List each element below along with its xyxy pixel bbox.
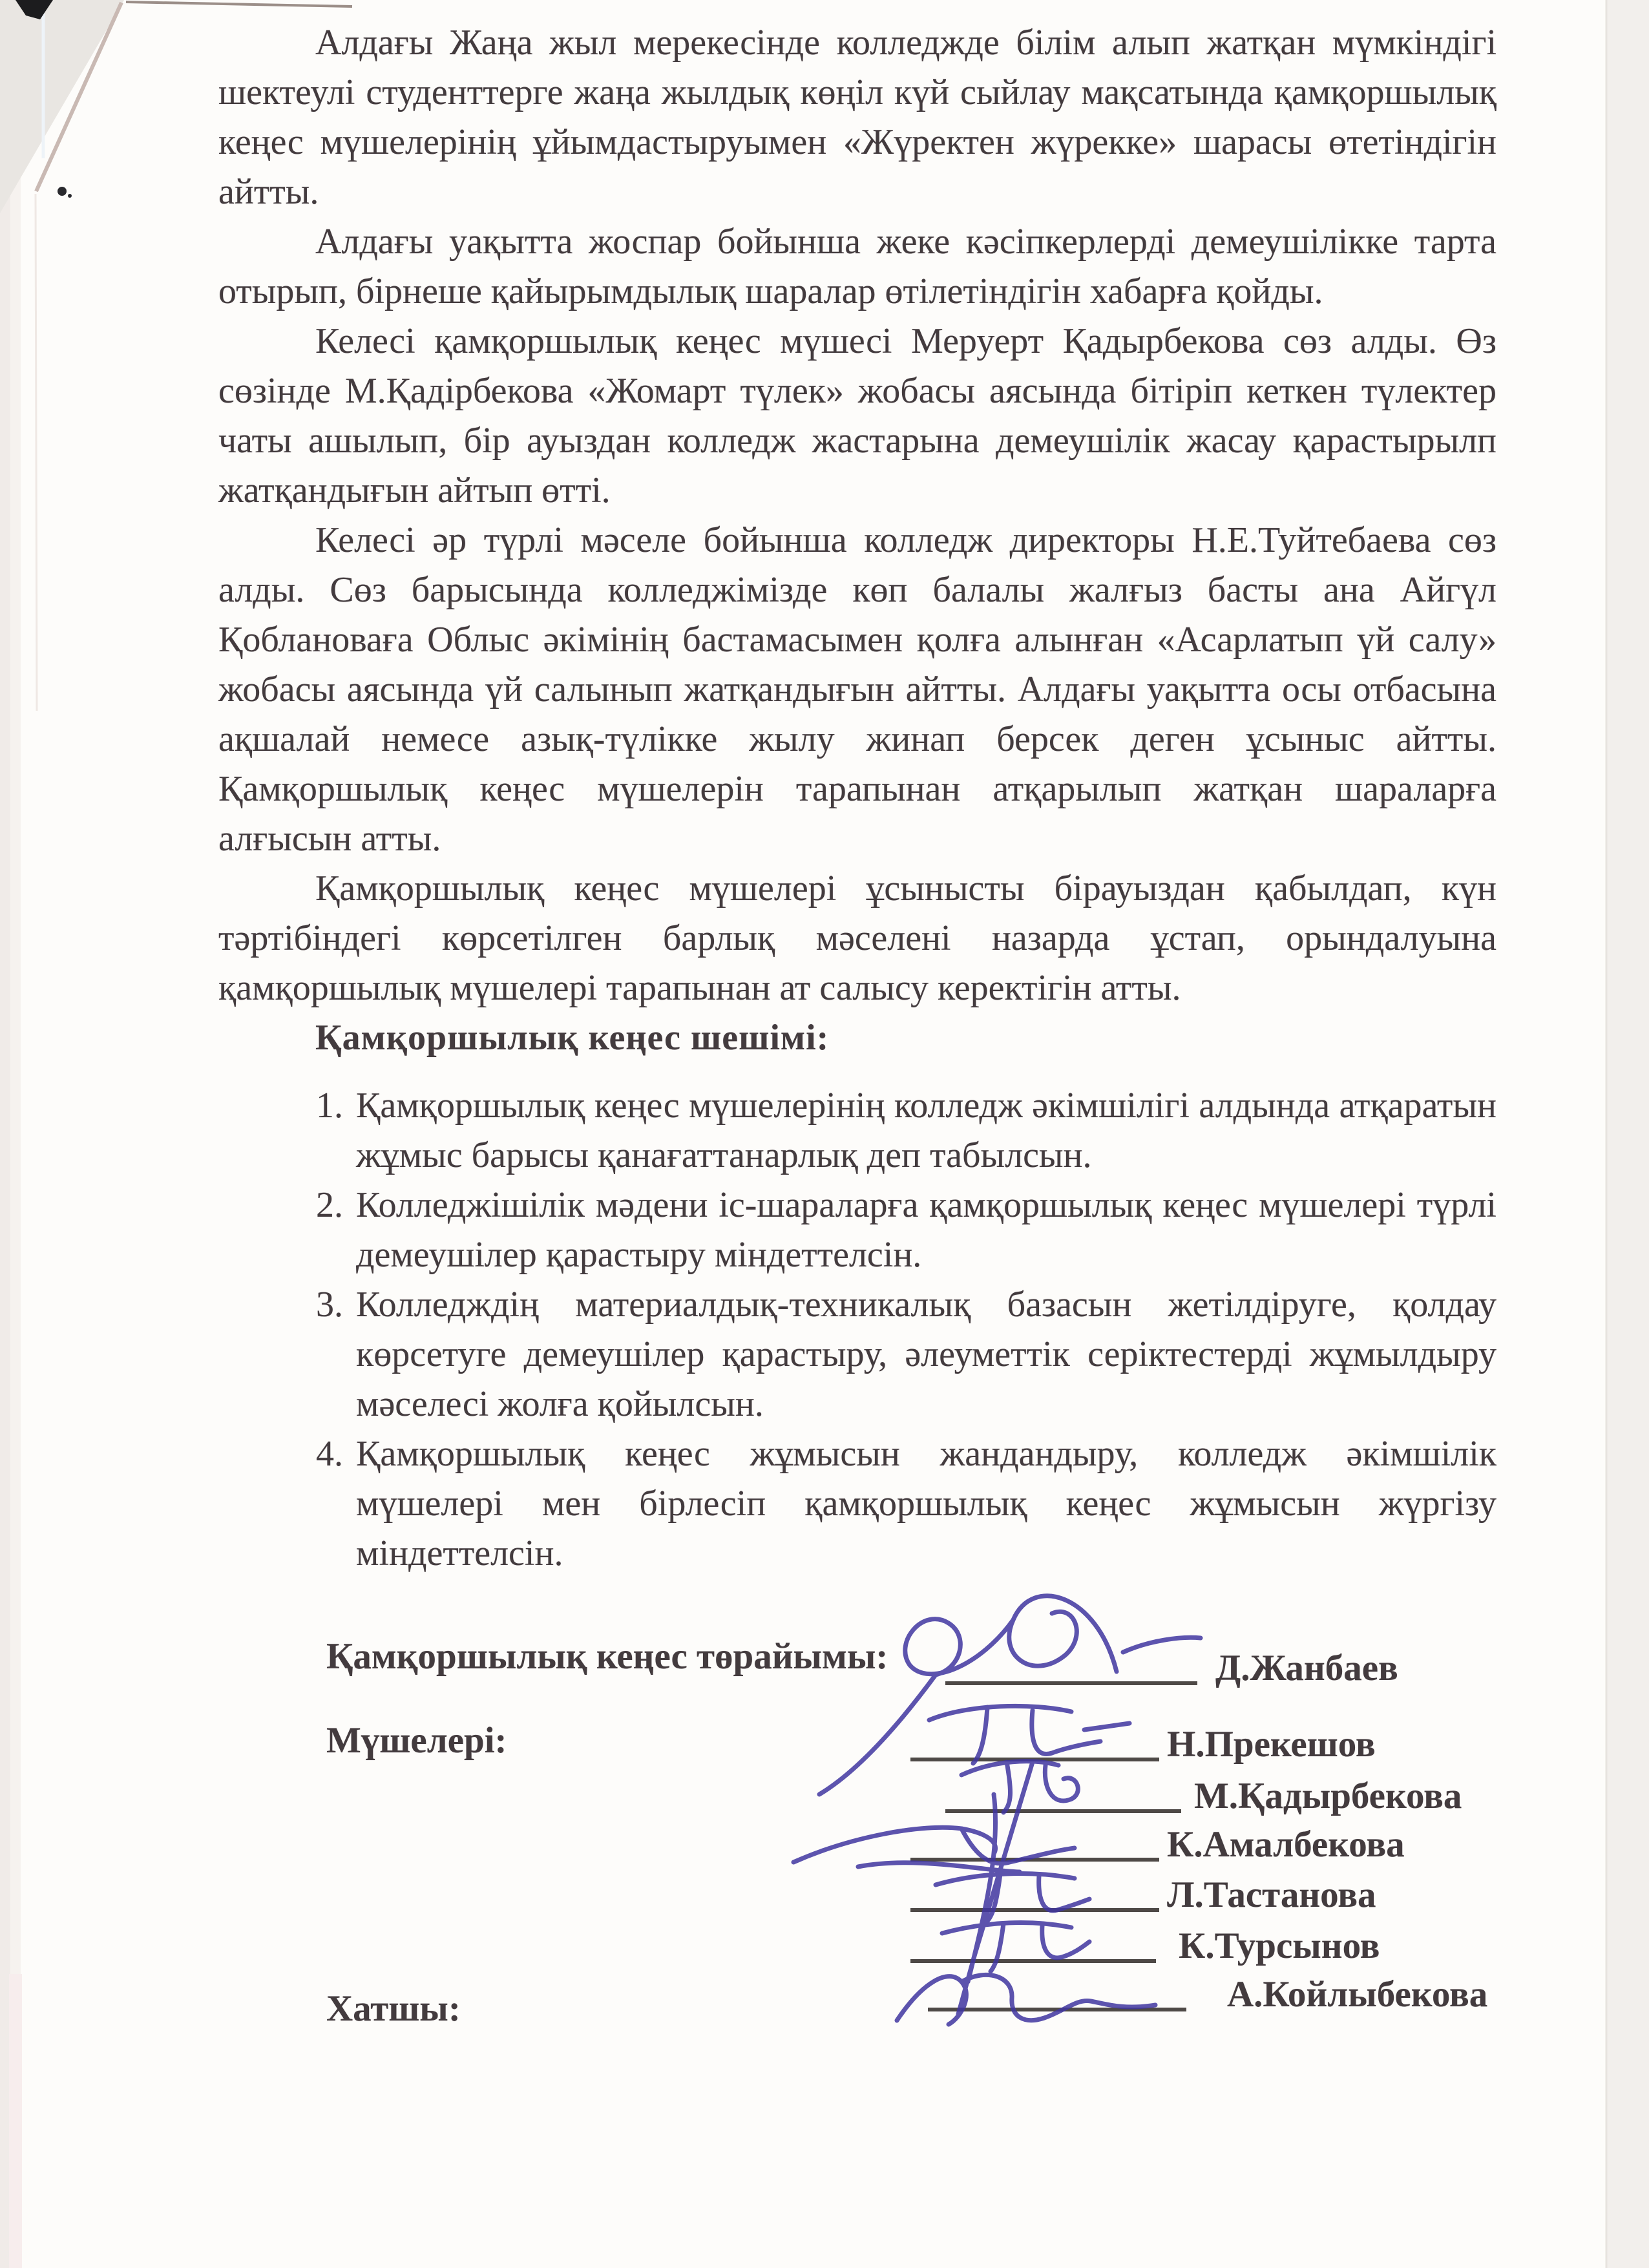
- decision-item-4: 4. Қамқоршылық кеңес жұмысын жандандыру, колледж әкімшілік мүшелері мен бірлесіп қамқоршылық кеңес жұмысын жүргізу міндеттелсін.: [352, 1429, 1497, 1579]
- left-edge-shadow: [0, 0, 10, 2268]
- document-body: [218, 18, 1497, 2143]
- member-4-signature-ink: [936, 1874, 1075, 1885]
- signature-line-member-1: [910, 1758, 1159, 1761]
- body-paragraph-4: Келесі әр түрлі мәселе бойынша колледж директоры Н.Е.Туйтебаева сөз алды. Сөз барысында колледжімізде көп балалы жалғыз басты ана Айгүл Қоблановаға Облыс әкімінің бастамасымен қолға алынған «Асарлатып үй салу» жобасы аясында үй салынып жатқандығын айтты. Алдағы уақытта осы отбасына ақшалай немесе азық-түлікке жылу жинап берсек деген ұсыныс айтты. Қамқоршылық кеңес мүшелерін тарапынан атқарылып жатқан шараларға алғысын атты.: [218, 520, 1497, 859]
- member-1-signature-ink: [929, 1706, 1071, 1720]
- ink-tangle: [958, 1762, 1033, 2014]
- member-3-signature-ink: [793, 1827, 996, 1862]
- member-name-4: Л.Тастанова: [1167, 1874, 1376, 1915]
- body-paragraph-1: Алдағы Жаңа жыл мерекесінде колледжде білім алып жатқан мүмкіндігі шектеулі студенттерге жаңа жылдық көңіл күй сыйлау мақсатында қамқоршылық кеңес мүшелерінің ұйымдастыруымен «Жүректен жүрекке» шарасы өтетіндігін айтты.: [218, 23, 1497, 212]
- body-paragraph-3: Келесі қамқоршылық кеңес мүшесі Меруерт Қадырбекова сөз алды. Өз сөзінде М.Қадірбекова «Жомарт түлек» жобасы аясында бітіріп кеткен түлектер чаты ашылып, бір ауыздан колледж жастарына демеушілік жасау қарастырылп жатқандығын айтып өтті.: [218, 321, 1497, 510]
- signature-line-member-3: [910, 1858, 1159, 1862]
- ink-speck: [58, 187, 67, 196]
- ink-speck-small: [68, 194, 72, 198]
- decision-item-3: 3. Колледждің материалдық-техникалық базасын жетілдіруге, қолдау көрсетуге демеушілер қарастыру, әлеуметтік серіктестерді жұмылдыру мәселесі жолға қойылсын.: [352, 1280, 1497, 1429]
- member-name-3: К.Амалбекова: [1167, 1824, 1405, 1865]
- signature-line-chair: [945, 1681, 1197, 1685]
- decision-list: [218, 1081, 1497, 1579]
- member-name-1: Н.Прекешов: [1167, 1724, 1376, 1765]
- corner-fold: [0, 0, 124, 213]
- member-name-5: К.Турсынов: [1179, 1926, 1380, 1966]
- member-name-2: М.Қадырбекова: [1194, 1776, 1462, 1816]
- chair-label: Қамқоршылық кеңес төрайымы:: [326, 1636, 888, 1677]
- signature-line-member-5: [910, 1959, 1156, 1963]
- decision-item-2: 2. Колледжішілік мәдени іс-шараларға қамқоршылық кеңес мүшелері түрлі демеушілер қарастыру міндеттелсін.: [352, 1181, 1497, 1280]
- chair-signature-ink: [1009, 1596, 1117, 1672]
- right-edge-band: [1606, 0, 1649, 2268]
- signature-line-member-4: [910, 1908, 1159, 1912]
- signature-line-member-2: [945, 1809, 1181, 1813]
- members-label: Мүшелері:: [326, 1720, 507, 1761]
- signature-line-secretary: [928, 2008, 1186, 2011]
- member-5-signature-ink: [942, 1923, 1071, 1933]
- signature-section: [218, 1607, 1497, 2143]
- left-edge-shadow-soft: [10, 0, 21, 2268]
- top-edge-line: [126, 2, 352, 6]
- member-2-signature-ink: [961, 1761, 1058, 1775]
- left-crease-line: [36, 194, 37, 711]
- chair-name: Д.Жанбаев: [1215, 1648, 1398, 1688]
- secretary-label: Хатшы:: [326, 1988, 461, 2029]
- body-paragraph-5: Қамқоршылық кеңес мүшелері ұсынысты бірауыздан қабылдап, күн тәртібіндегі көрсетілген барлық мәселені назарда ұстап, орындалуына қамқоршылық мүшелері тарапынан ат салысу керектігін атты.: [218, 868, 1497, 1008]
- decision-heading: Қамқоршылық кеңес шешімі:: [315, 1018, 830, 1058]
- secretary-signature-ink: [897, 1977, 966, 2024]
- decision-item-1: 1. Қамқоршылық кеңес мүшелерінің колледж әкімшілігі алдында атқаратын жұмыс барысы қанағаттанарлық деп табылсын.: [352, 1081, 1497, 1181]
- body-paragraph-2: Алдағы уақытта жоспар бойынша жеке кәсіпкерлерді демеушілікке тарта отырып, бірнеше қайырымдылық шаралар өтілетіндігін хабарға қойды.: [218, 222, 1497, 311]
- bottom-left-tint: [9, 1974, 22, 2268]
- secretary-name: А.Койлыбекова: [1227, 1974, 1488, 2015]
